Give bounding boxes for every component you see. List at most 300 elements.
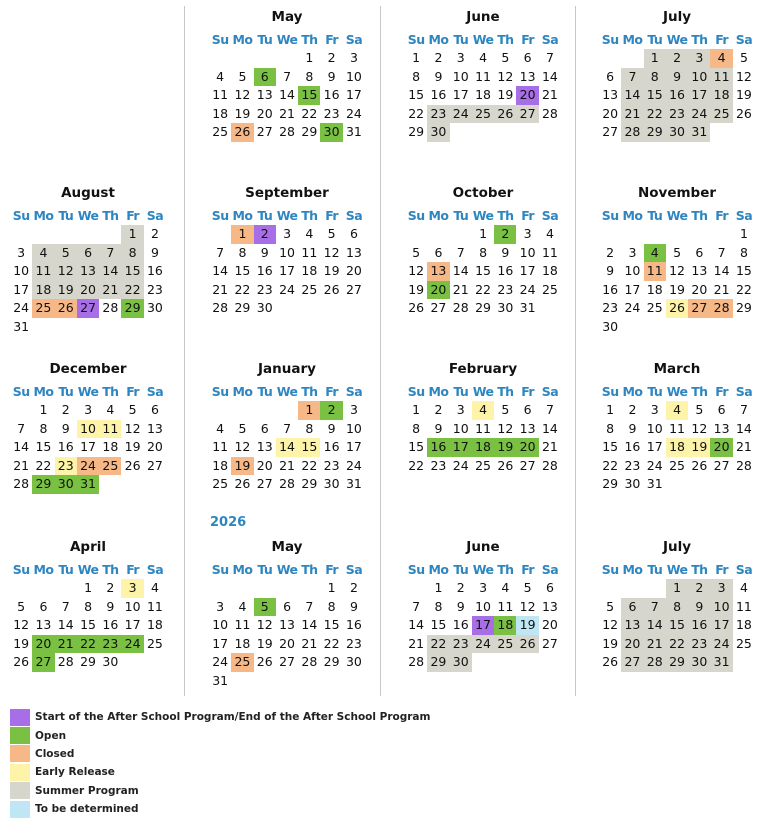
empty-cell: [254, 579, 276, 598]
weekday-label: We: [666, 561, 688, 577]
legend-item-open: [10, 726, 430, 744]
day-cell: 3: [628, 244, 637, 260]
day-cell: 22: [234, 281, 251, 297]
day-cell: 15: [80, 617, 96, 633]
empty-cell: [209, 579, 231, 598]
day-cell: 30: [450, 653, 472, 672]
day-cell: 28: [735, 457, 752, 473]
weekday-label: Sa: [146, 207, 164, 223]
legend-item-summer-program: [10, 782, 430, 800]
day-cell: 22: [666, 635, 688, 654]
day-cell: 2: [150, 226, 159, 241]
day-cell: 20: [427, 281, 449, 300]
empty-cell: [254, 401, 276, 420]
day-cell: 25: [541, 281, 558, 297]
day-cell: 15: [475, 263, 491, 279]
day-cell: 9: [327, 68, 336, 84]
column-divider-1: [184, 6, 185, 696]
day-cell: 5: [523, 580, 532, 595]
day-grid: [209, 579, 365, 691]
day-cell: 28: [301, 654, 318, 670]
day-cell: 7: [717, 244, 726, 260]
day-cell: 25: [710, 105, 732, 124]
weekday-label: Sa: [345, 207, 363, 223]
day-cell: 10: [345, 68, 362, 84]
day-cell: 7: [17, 420, 26, 436]
day-cell: 27: [621, 653, 643, 672]
day-grid: [599, 225, 755, 337]
day-cell: 20: [691, 281, 708, 297]
day-cell: 24: [13, 300, 30, 316]
day-cell: 6: [77, 244, 99, 263]
weekday-label: Tu: [453, 31, 469, 47]
legend-item-early-release: [10, 763, 430, 781]
day-cell: 16: [427, 438, 449, 457]
day-cell: 4: [739, 580, 748, 595]
day-cell: 13: [519, 420, 536, 436]
weekday-label: Mo: [428, 31, 449, 47]
day-cell: 3: [84, 402, 93, 417]
day-cell: 2: [688, 579, 710, 598]
day-grid: [209, 49, 365, 142]
day-cell: 24: [450, 105, 472, 124]
day-cell: 3: [710, 579, 732, 598]
day-cell: 12: [234, 439, 251, 455]
day-cell: 16: [57, 439, 74, 455]
day-cell: 3: [456, 402, 465, 417]
day-cell: 6: [283, 598, 292, 614]
legend-swatch: [10, 709, 30, 726]
day-cell: 25: [212, 124, 229, 140]
day-cell: 16: [688, 616, 710, 635]
day-cell: 15: [666, 616, 688, 635]
day-cell: 28: [621, 123, 643, 142]
day-cell: 28: [212, 300, 229, 316]
weekday-label: Tu: [647, 561, 663, 577]
weekday-label: Sa: [541, 207, 559, 223]
day-cell: 17: [345, 87, 362, 103]
day-cell: 18: [102, 439, 119, 455]
month-march: [599, 360, 755, 494]
day-cell: 29: [234, 300, 251, 316]
day-cell: 29: [735, 300, 752, 316]
day-cell: 31: [519, 300, 536, 316]
day-cell: 2: [327, 50, 336, 65]
day-cell: 23: [323, 457, 340, 473]
day-cell: 8: [121, 244, 143, 263]
day-cell: 27: [602, 124, 619, 140]
day-cell: 12: [124, 420, 141, 436]
day-cell: 21: [13, 457, 30, 473]
day-cell: 18: [735, 617, 752, 633]
legend-label: Open: [35, 729, 67, 742]
weekday-label: Th: [102, 383, 119, 399]
day-cell: 29: [32, 475, 54, 494]
day-cell: 11: [669, 420, 685, 436]
empty-cell: [231, 579, 253, 598]
month-title: May: [271, 539, 303, 555]
day-cell: 6: [39, 598, 48, 614]
weekday-label: We: [472, 383, 494, 399]
weekday-label: Tu: [58, 207, 74, 223]
weekday-label: Mo: [33, 207, 54, 223]
day-cell: 21: [713, 281, 730, 297]
month-may: [209, 538, 365, 691]
day-cell: 22: [735, 281, 752, 297]
legend-item-tbd: [10, 800, 430, 818]
day-cell: 20: [621, 635, 643, 654]
day-cell: 3: [479, 580, 488, 595]
day-cell: 23: [427, 105, 449, 124]
day-cell: 2: [320, 401, 342, 420]
empty-cell: [209, 225, 231, 244]
day-cell: 1: [305, 50, 314, 65]
weekday-label: Sa: [345, 31, 363, 47]
weekday-label: Th: [691, 383, 708, 399]
day-cell: 3: [121, 579, 143, 598]
day-cell: 13: [519, 68, 536, 84]
day-cell: 5: [17, 598, 26, 614]
legend-swatch: [10, 727, 30, 744]
empty-cell: [298, 579, 320, 598]
weekday-label: Tu: [257, 561, 273, 577]
day-cell: 26: [55, 299, 77, 318]
weekday-label: Tu: [58, 383, 74, 399]
column-divider-2: [380, 6, 381, 696]
day-cell: 30: [688, 653, 710, 672]
day-cell: 14: [541, 68, 558, 84]
empty-cell: [405, 579, 427, 598]
day-cell: 7: [456, 244, 465, 260]
day-cell: 12: [55, 262, 77, 281]
day-cell: 6: [621, 598, 643, 617]
day-cell: 24: [121, 635, 143, 654]
weekday-label: Su: [12, 561, 30, 577]
day-cell: 9: [628, 420, 637, 436]
day-cell: 1: [412, 402, 421, 417]
weekday-label: Sa: [735, 561, 753, 577]
day-cell: 4: [32, 244, 54, 263]
day-cell: 3: [688, 49, 710, 68]
day-cell: 23: [688, 635, 710, 654]
day-cell: 5: [128, 402, 137, 417]
day-cell: 28: [710, 299, 732, 318]
day-cell: 23: [450, 635, 472, 654]
day-cell: 13: [541, 598, 558, 614]
month-title: April: [69, 539, 107, 555]
day-grid: [405, 579, 561, 672]
weekday-label: We: [472, 31, 494, 47]
day-cell: 16: [323, 439, 340, 455]
day-cell: 15: [298, 86, 320, 105]
day-cell: 22: [301, 105, 318, 121]
weekday-label: Tu: [257, 207, 273, 223]
year-label: 2026: [210, 515, 247, 530]
day-cell: 6: [434, 244, 443, 260]
day-cell: 7: [545, 402, 554, 417]
day-cell: 24: [688, 105, 710, 124]
day-cell: 20: [279, 635, 295, 651]
day-cell: 3: [650, 402, 659, 417]
legend-swatch: [10, 745, 30, 762]
day-cell: 12: [323, 244, 340, 260]
day-cell: 4: [644, 244, 666, 263]
month-january: [209, 360, 365, 494]
weekday-label: We: [666, 207, 688, 223]
day-cell: 24: [279, 281, 295, 297]
weekday-label: Th: [301, 207, 318, 223]
weekday-label: Su: [601, 383, 619, 399]
month-july: [599, 8, 755, 142]
day-cell: 2: [61, 402, 70, 417]
weekday-label: Mo: [232, 561, 253, 577]
month-title: June: [466, 539, 500, 555]
day-cell: 15: [602, 439, 619, 455]
day-cell: 1: [84, 580, 93, 595]
day-cell: 29: [602, 476, 619, 492]
day-cell: 22: [427, 635, 449, 654]
day-cell: 8: [644, 68, 666, 87]
weekday-label: Th: [691, 31, 708, 47]
day-cell: 17: [452, 87, 469, 103]
day-cell: 11: [212, 87, 229, 103]
day-cell: 5: [55, 244, 77, 263]
day-cell: 31: [77, 475, 99, 494]
legend-swatch: [10, 782, 30, 799]
day-cell: 23: [323, 105, 340, 121]
weekday-label: Mo: [622, 561, 643, 577]
weekday-header: [599, 381, 755, 401]
day-cell: 22: [35, 457, 52, 473]
empty-cell: [32, 225, 54, 244]
month-november: [599, 184, 755, 337]
weekday-label: Su: [211, 561, 229, 577]
day-cell: 30: [102, 654, 119, 670]
weekday-label: We: [276, 31, 298, 47]
day-cell: 4: [545, 226, 554, 241]
day-cell: 24: [624, 300, 641, 316]
day-cell: 18: [146, 617, 163, 633]
day-cell: 15: [234, 263, 251, 279]
day-grid: [10, 225, 166, 337]
day-cell: 22: [77, 635, 99, 654]
day-cell: 10: [710, 598, 732, 617]
day-cell: 19: [669, 281, 685, 297]
month-title: July: [662, 539, 692, 555]
day-cell: 7: [412, 598, 421, 614]
weekday-label: Su: [211, 31, 229, 47]
day-cell: 3: [349, 402, 358, 417]
day-cell: 17: [279, 263, 295, 279]
day-cell: 2: [434, 50, 443, 65]
day-cell: 29: [408, 124, 425, 140]
day-cell: 30: [323, 476, 340, 492]
day-cell: 21: [55, 635, 77, 654]
day-cell: 28: [541, 457, 558, 473]
day-cell: 29: [427, 653, 449, 672]
day-cell: 14: [621, 86, 643, 105]
day-grid: [599, 49, 755, 142]
day-cell: 19: [408, 281, 425, 297]
weekday-label: Fr: [325, 561, 338, 577]
weekday-label: Mo: [232, 207, 253, 223]
day-cell: 20: [602, 105, 619, 121]
day-cell: 6: [254, 68, 276, 87]
day-cell: 19: [735, 87, 752, 103]
month-october: [405, 184, 561, 318]
day-cell: 11: [644, 262, 666, 281]
day-cell: 5: [673, 244, 682, 260]
day-cell: 31: [212, 672, 229, 688]
day-cell: 20: [345, 263, 362, 279]
day-cell: 18: [212, 105, 229, 121]
day-cell: 14: [57, 617, 74, 633]
day-cell: 10: [646, 420, 663, 436]
month-title: August: [61, 185, 115, 201]
weekday-header: [405, 29, 561, 49]
day-cell: 10: [475, 598, 491, 614]
day-cell: 7: [99, 244, 121, 263]
weekday-header: [405, 381, 561, 401]
day-cell: 12: [602, 617, 619, 633]
day-cell: 4: [305, 226, 314, 241]
day-cell: 21: [541, 87, 558, 103]
empty-cell: [450, 225, 472, 244]
day-cell: 10: [519, 244, 536, 260]
weekday-label: Th: [497, 383, 514, 399]
day-cell: 7: [644, 598, 666, 617]
day-cell: 11: [475, 420, 491, 436]
day-cell: 26: [323, 281, 340, 297]
day-cell: 27: [688, 299, 710, 318]
weekday-header: [10, 381, 166, 401]
day-cell: 8: [412, 420, 421, 436]
day-cell: 19: [516, 616, 538, 635]
weekday-label: We: [666, 31, 688, 47]
day-cell: 5: [695, 402, 704, 417]
day-cell: 26: [602, 654, 619, 670]
day-cell: 11: [497, 598, 514, 614]
day-cell: 26: [124, 457, 141, 473]
day-cell: 9: [434, 68, 443, 84]
day-cell: 4: [472, 401, 494, 420]
day-cell: 10: [13, 263, 30, 279]
day-cell: 20: [516, 86, 538, 105]
day-cell: 31: [345, 124, 362, 140]
empty-cell: [32, 579, 54, 598]
day-cell: 30: [256, 300, 273, 316]
day-cell: 14: [279, 87, 295, 103]
day-cell: 6: [717, 402, 726, 417]
day-cell: 9: [106, 598, 115, 614]
day-cell: 14: [735, 420, 752, 436]
day-cell: 3: [17, 244, 26, 260]
day-cell: 11: [99, 420, 121, 439]
day-cell: 1: [231, 225, 253, 244]
weekday-label: Fr: [715, 383, 728, 399]
day-cell: 12: [519, 598, 536, 614]
day-cell: 1: [666, 579, 688, 598]
weekday-label: Tu: [257, 383, 273, 399]
day-cell: 27: [77, 299, 99, 318]
empty-cell: [710, 225, 732, 244]
day-cell: 17: [710, 616, 732, 635]
day-cell: 30: [320, 123, 342, 142]
weekday-label: Sa: [541, 561, 559, 577]
day-cell: 1: [412, 50, 421, 65]
day-cell: 30: [497, 300, 514, 316]
day-cell: 7: [305, 598, 314, 614]
weekday-label: Fr: [715, 31, 728, 47]
day-cell: 26: [691, 457, 708, 473]
day-cell: 3: [349, 50, 358, 65]
weekday-header: [10, 205, 166, 225]
day-cell: 25: [472, 105, 494, 124]
day-cell: 24: [452, 457, 469, 473]
day-cell: 25: [231, 653, 253, 672]
weekday-label: Su: [601, 207, 619, 223]
day-cell: 19: [688, 438, 710, 457]
day-cell: 7: [283, 420, 292, 436]
empty-cell: [599, 49, 621, 68]
day-cell: 21: [644, 635, 666, 654]
day-cell: 15: [121, 262, 143, 281]
day-cell: 9: [349, 598, 358, 614]
day-cell: 13: [713, 420, 730, 436]
legend-label: Summer Program: [35, 784, 139, 797]
day-cell: 19: [231, 457, 253, 476]
day-cell: 13: [256, 439, 273, 455]
day-cell: 5: [501, 50, 510, 65]
weekday-label: Su: [407, 31, 425, 47]
day-cell: 4: [216, 420, 225, 436]
weekday-label: Fr: [126, 383, 139, 399]
day-cell: 6: [260, 420, 269, 436]
weekday-label: We: [77, 207, 99, 223]
empty-cell: [231, 49, 253, 68]
day-cell: 23: [602, 300, 619, 316]
empty-cell: [621, 579, 643, 598]
weekday-label: Mo: [428, 207, 449, 223]
day-cell: 14: [276, 438, 298, 457]
day-cell: 26: [666, 299, 688, 318]
weekday-label: Sa: [345, 383, 363, 399]
weekday-label: Su: [407, 383, 425, 399]
day-cell: 25: [301, 281, 318, 297]
weekday-label: Su: [407, 207, 425, 223]
day-cell: 10: [212, 617, 229, 633]
day-cell: 22: [323, 635, 340, 651]
weekday-header: [599, 29, 755, 49]
day-cell: 26: [408, 300, 425, 316]
day-cell: 6: [545, 580, 554, 595]
day-grid: [599, 401, 755, 494]
empty-cell: [599, 579, 621, 598]
day-cell: 10: [688, 68, 710, 87]
weekday-label: Th: [497, 561, 514, 577]
day-cell: 25: [146, 635, 163, 651]
day-cell: 24: [345, 105, 362, 121]
day-cell: 19: [323, 263, 340, 279]
day-grid: [405, 401, 561, 475]
day-cell: 12: [234, 87, 251, 103]
day-cell: 1: [121, 225, 143, 244]
day-cell: 28: [102, 300, 119, 316]
day-cell: 6: [523, 50, 532, 65]
day-cell: 12: [497, 420, 514, 436]
day-cell: 11: [735, 598, 752, 614]
empty-cell: [621, 49, 643, 68]
